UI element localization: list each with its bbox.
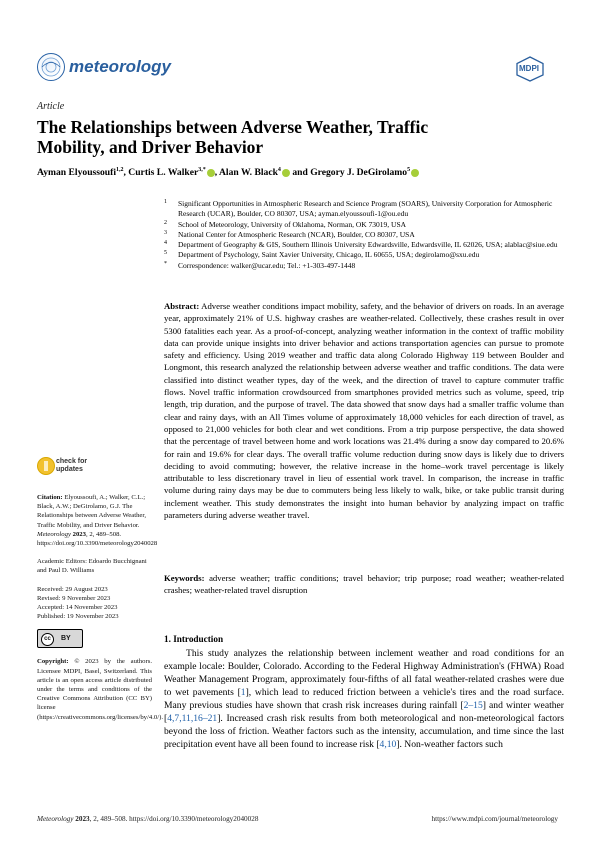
orcid-icon[interactable] bbox=[411, 169, 419, 177]
citation-journal: Meteorology bbox=[37, 530, 71, 538]
author-affil-sup: 3,* bbox=[198, 167, 206, 173]
citation-label: Citation: bbox=[37, 494, 63, 501]
affiliation-number: 3 bbox=[164, 229, 167, 236]
affiliation-text: Correspondence: walker@ucar.edu; Tel.: +1-303-497-1448 bbox=[178, 260, 356, 270]
affiliation-number: 2 bbox=[164, 219, 167, 226]
footer-citation bbox=[37, 815, 258, 823]
date-accepted: Accepted: 14 November 2023 bbox=[37, 604, 118, 612]
author-affil-sup: 5 bbox=[407, 167, 411, 173]
affiliation bbox=[164, 240, 564, 250]
journal-name: meteorology bbox=[69, 57, 172, 76]
correspondence bbox=[164, 261, 564, 271]
affiliation bbox=[164, 250, 564, 260]
affiliation-text: Department of Geography & GIS, Southern Illinois University Edwardsville, Edwardsville, IL 62026, USA; alablac@siue.edu bbox=[178, 240, 558, 250]
citation-text: Elyoussoufi, A.; Walker, C.L.; Black, A.W.; DeGirolamo, G.J. The Relationships between Adverse Weather, Traffic Mobility, and Driver Behavior. bbox=[37, 494, 147, 529]
date-received: Received: 29 August 2023 bbox=[37, 585, 108, 593]
journal-logo-icon bbox=[37, 53, 65, 81]
copyright-label: Copyright: bbox=[37, 658, 69, 666]
citation-link[interactable]: 4,10 bbox=[379, 739, 397, 750]
affiliation-number: * bbox=[164, 260, 167, 267]
publisher-name: MDPI bbox=[519, 64, 539, 73]
affiliation-text: Significant Opportunities in Atmospheric Research and Science Program (SOARS), University Corporation for Atmospheric Research (UCAR), Boulder, CO 80307, USA; ayman.elyoussoufi-1@ou.edu bbox=[178, 199, 553, 219]
author-name[interactable]: Curtis L. Walker bbox=[128, 167, 199, 179]
affiliation-number: 1 bbox=[164, 199, 167, 205]
citation-link[interactable]: 4,7,11,16–21 bbox=[167, 713, 218, 724]
intro-text: ], which lead to reduced friction between a vehicle's tires and the road surface. Many previous studies have shown that crash risk increases during rainfall [ bbox=[164, 687, 564, 711]
affiliation bbox=[164, 230, 564, 240]
copyright-text: © 2023 by the authors. Licensee MDPI, Basel, Switzerland. This article is an open access article distributed under the terms and conditions of the Creative Commons Attribution (CC BY) license (https://creativecommons.org/licenses/by/4.0/). bbox=[37, 658, 163, 721]
intro-text: ]. Non-weather factors such bbox=[396, 739, 503, 750]
affiliation-text: National Center for Atmospheric Research (NCAR), Boulder, CO 80307, USA bbox=[178, 229, 415, 239]
section-heading: 1. Introduction bbox=[164, 634, 224, 644]
mdpi-logo-icon bbox=[515, 56, 545, 82]
author-name[interactable]: Gregory J. DeGirolamo bbox=[310, 167, 408, 179]
author-name[interactable]: Alan W. Black bbox=[219, 167, 278, 179]
keywords-text: adverse weather; traffic conditions; travel behavior; trip purpose; road weather; weather-related crashes; weather-related travel disruption bbox=[164, 573, 565, 596]
author-list bbox=[37, 167, 419, 178]
check-updates-line2: updates bbox=[56, 466, 83, 473]
article-title: The Relationships between Adverse Weather, Traffic Mobility, and Driver Behavior bbox=[37, 117, 429, 157]
affiliation-text: School of Meteorology, University of Oklahoma, Norman, OK 73019, USA bbox=[178, 219, 407, 229]
intro-text: ] and winter weather [ bbox=[164, 700, 564, 724]
footer-url[interactable]: https://www.mdpi.com/journal/meteorology bbox=[431, 815, 558, 823]
date-published: Published: 19 November 2023 bbox=[37, 613, 119, 621]
article-sidebar bbox=[37, 493, 163, 731]
citation-year: 2023 bbox=[72, 530, 86, 538]
intro-text: ]. Increased crash risk results from both meteorological and non-meteorological factors beyond the loss of friction. Weather factors such as the intensity, accumulation, and time since the last precipitation event have all been found to increase risk [ bbox=[164, 713, 564, 750]
footer-year: 2023 bbox=[75, 815, 90, 823]
dates bbox=[37, 585, 152, 622]
by-symbol: BY bbox=[61, 635, 71, 643]
citation-link[interactable]: 2–15 bbox=[463, 700, 483, 711]
cc-by-license-icon[interactable] bbox=[37, 629, 83, 648]
keywords-label: Keywords: bbox=[164, 573, 205, 583]
affiliation bbox=[164, 199, 564, 220]
author-separator: , bbox=[123, 167, 129, 179]
citation bbox=[37, 493, 158, 548]
abstract-text: Adverse weather conditions impact mobility, safety, and the behavior of drivers on roads. In an average year, approximately 21% of U.S. highway crashes are weather-related. Collectively, these crashes result in over 5300 fatalities each year. As a proof-of-concept, analyzing weather information in the context of traffic mobility data can provide unique insights into driver behavior and actions transportation agencies can pursue to promote safety and efficiency. Using 2019 weather and traffic data along Colorado Highway 119 between Boulder and Longmont, this research analyzed the relationship between adverse weather and traffic conditions. The data were classified into distinct weather types, day of the week, and the direction of travel to capture commuter traffic flows. Novel traffic information crowdsourced from smartphones provided metrics such as volume, speed, trip length, trip duration, and the purpose of travel. The data showed that snow days had a smaller traffic volume than clear and rainy days, with an All Times volume of approximately 18,000 vehicles for each direction of travel, as opposed to 21,000 vehicles for both clear and wet conditions. From a trip purpose perspective, the data showed that the percentage of travel between home and work locations was 21.4% during a snow day compared to 20.6% for rain and 19.6% for clear days. The overall traffic volume reduction during snow days is likely due to drivers deciding to avoid commuting; however, the relative increase in the home–work travel percentage is likely attributable to less discretionary travel in lieu of essential work travel. In comparison, the increase in traffic volume during rainy days may be due to commuters being less likely to walk, bike, or take public transit during inclement weather. This study demonstrates the insight into human behavior by analyzing impact on traffic parameters during adverse weather travel. bbox=[164, 301, 564, 521]
check-updates-icon bbox=[37, 457, 55, 475]
affiliation bbox=[164, 220, 564, 230]
author-affil-sup: 1,2 bbox=[116, 167, 124, 173]
orcid-icon[interactable] bbox=[207, 169, 215, 177]
cc-symbol: cc bbox=[41, 633, 54, 646]
date-revised: Revised: 9 November 2023 bbox=[37, 594, 111, 602]
keywords bbox=[164, 572, 564, 597]
check-updates-line1: check for bbox=[56, 458, 88, 465]
footer-doi[interactable]: , 2, 489–508. https://doi.org/10.3390/meteorology2040028 bbox=[89, 815, 259, 823]
author-name[interactable]: Ayman Elyoussoufi bbox=[37, 167, 116, 179]
citation-doi[interactable]: , 2, 489–508. https://doi.org/10.3390/meteorology2040028 bbox=[37, 530, 158, 548]
article-type: Article bbox=[37, 101, 65, 112]
intro-paragraph bbox=[164, 647, 564, 751]
affiliations bbox=[164, 199, 564, 271]
copyright bbox=[37, 657, 163, 721]
citation-link[interactable]: 1 bbox=[240, 687, 246, 698]
check-for-updates-button[interactable] bbox=[37, 457, 107, 481]
author-separator: , bbox=[214, 167, 219, 179]
affiliation-number: 4 bbox=[164, 240, 167, 247]
footer-journal: Meteorology bbox=[37, 815, 74, 823]
author-separator: and bbox=[289, 167, 311, 179]
affiliation-text: Department of Psychology, Saint Xavier University, Chicago, IL 60655, USA; degirolamo@sxu.edu bbox=[178, 250, 480, 260]
academic-editors: Academic Editors: Edoardo Bucchignani and Paul D. Williams bbox=[37, 558, 147, 575]
abstract-label: Abstract: bbox=[164, 301, 200, 311]
author-affil-sup: 4 bbox=[277, 167, 281, 173]
orcid-icon[interactable] bbox=[282, 169, 290, 177]
intro-text: This study analyzes the relationship between inclement weather and road conditions for an example locale: Boulder, Colorado. According to the Federal Highway Administration's (FHWA) Road Weather Management Program, approximately four-fifths of all fatal weather-related crashes were due to wet pavements [ bbox=[164, 648, 564, 698]
abstract bbox=[164, 300, 564, 521]
affiliation-number: 5 bbox=[164, 250, 167, 257]
